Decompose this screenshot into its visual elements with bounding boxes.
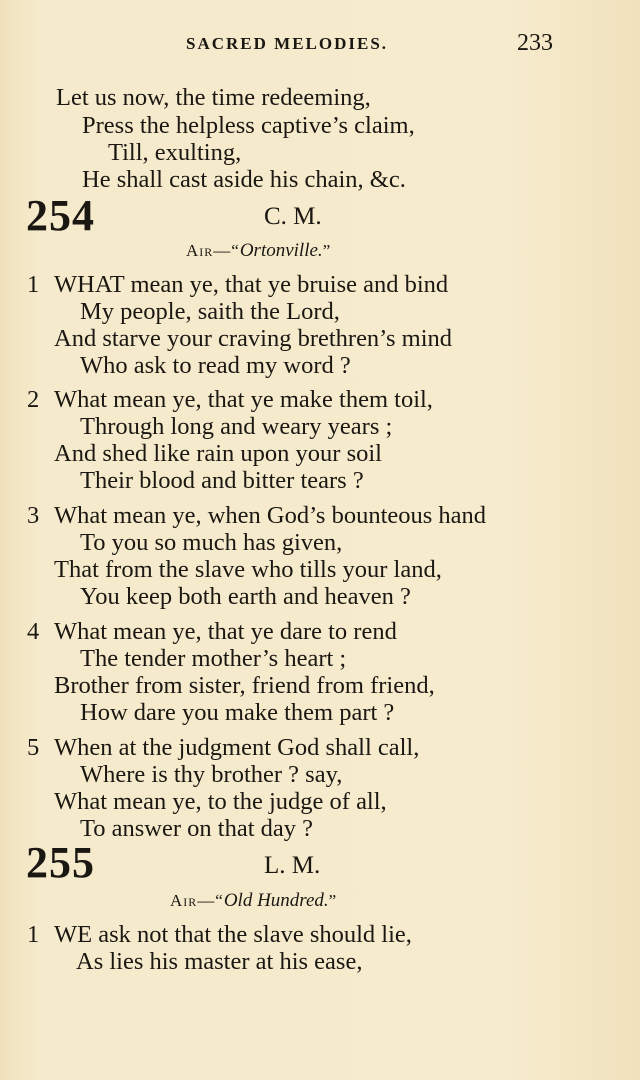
verse-line: How dare you make them part ? xyxy=(80,699,395,726)
hymn-number: 254 xyxy=(26,191,95,240)
hymn-meter: C. M. xyxy=(264,203,322,230)
verse-number: 5 xyxy=(27,734,40,761)
continuation-line: Press the helpless captive’s claim, xyxy=(82,112,415,139)
air-tune-name: Ortonville. xyxy=(239,240,323,261)
verse-line: To you so much has given, xyxy=(80,529,343,556)
continuation-line: He shall cast aside his chain, &c. xyxy=(82,166,406,193)
air-suffix: ” xyxy=(328,891,337,910)
verse-number: 3 xyxy=(27,502,40,529)
verse-line: Brother from sister, friend from friend, xyxy=(54,672,435,699)
verse-line: What mean ye, to the judge of all, xyxy=(54,788,387,815)
verse-line: Through long and weary years ; xyxy=(80,413,393,440)
verse-line: To answer on that day ? xyxy=(80,815,314,842)
verse-line: Where is thy brother ? say, xyxy=(80,761,343,788)
verse-line: The tender mother’s heart ; xyxy=(80,645,347,672)
verse-line: And starve your craving brethren’s mind xyxy=(54,325,453,352)
verse-line: My people, saith the Lord, xyxy=(80,298,340,325)
hymn-air xyxy=(186,240,330,262)
hymn-number: 255 xyxy=(26,838,95,887)
air-tune-name: Old Hundred. xyxy=(223,890,329,911)
hymn-meter: L. M. xyxy=(264,852,321,879)
verse-line: You keep both earth and heaven ? xyxy=(80,583,411,610)
continuation-line: Till, exulting, xyxy=(108,139,242,166)
verse-line: Who ask to read my word ? xyxy=(80,352,351,379)
verse-number: 1 xyxy=(27,921,40,948)
verse-line: As lies his master at his ease, xyxy=(76,948,363,975)
verse-line: WHAT mean ye, that ye bruise and bind xyxy=(54,271,449,298)
verse-number: 2 xyxy=(27,386,40,413)
verse-line: What mean ye, that ye make them toil, xyxy=(54,386,433,413)
page-number: 233 xyxy=(517,30,553,56)
verse-line: When at the judgment God shall call, xyxy=(54,734,420,761)
verse-line: What mean ye, that ye dare to rend xyxy=(54,618,397,645)
running-title: SACRED MELODIES. xyxy=(186,34,389,53)
verse-line: That from the slave who tills your land, xyxy=(54,556,442,583)
verse-line: What mean ye, when God’s bounteous hand xyxy=(54,502,487,529)
air-prefix: Air—“ xyxy=(186,241,240,260)
verse-line: WE ask not that the slave should lie, xyxy=(54,921,412,948)
verse-line: And shed like rain upon your soil xyxy=(54,440,382,467)
verse-number: 1 xyxy=(27,271,40,298)
air-suffix: ” xyxy=(322,241,331,260)
air-prefix: Air—“ xyxy=(170,891,224,910)
verse-number: 4 xyxy=(27,618,40,645)
hymn-air xyxy=(170,890,336,912)
verse-line: Their blood and bitter tears ? xyxy=(80,467,364,494)
continuation-line: Let us now, the time redeeming, xyxy=(56,84,371,111)
page-header xyxy=(0,30,640,60)
